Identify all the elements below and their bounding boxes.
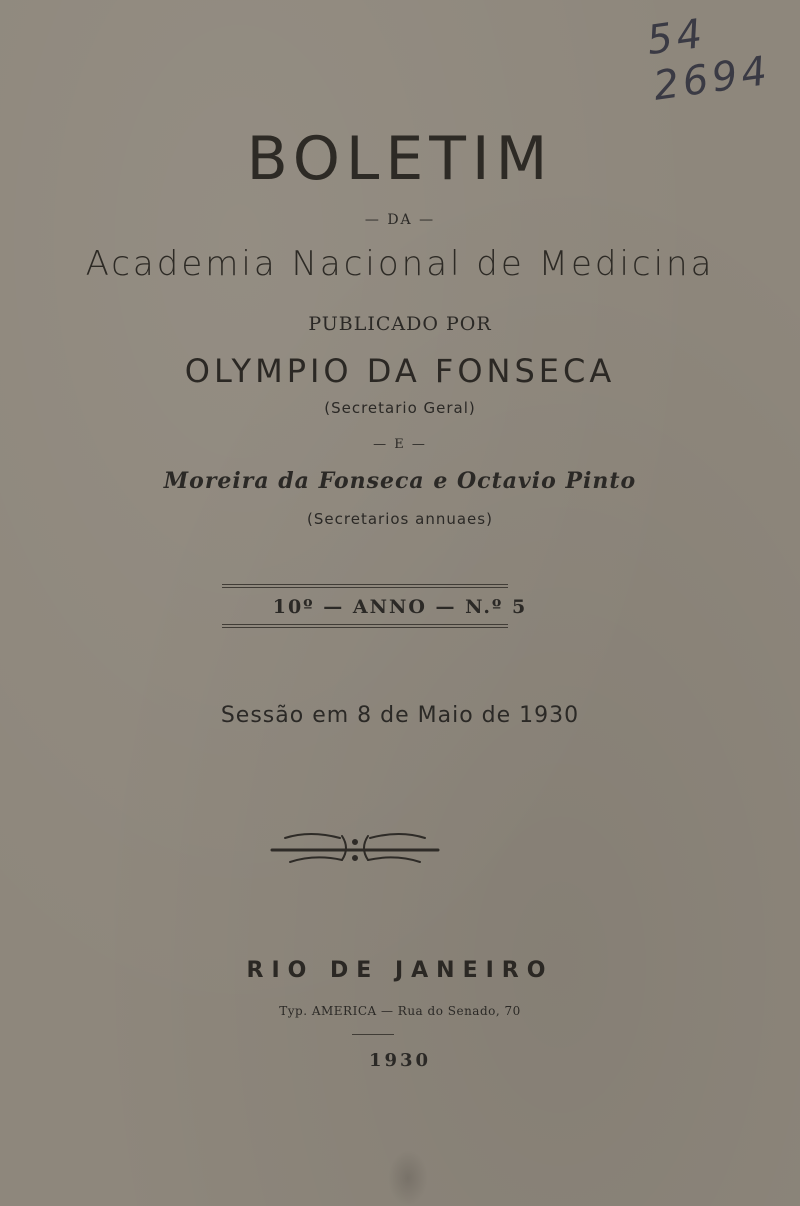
published-by-label: PUBLICADO POR (308, 313, 492, 335)
co-editors-role: (Secretarios annuaes) (307, 510, 493, 528)
editor-role: (Secretario Geral) (324, 399, 476, 417)
paper-stain (388, 1150, 428, 1206)
conjunction-line: — E — (373, 437, 427, 452)
editor-name: OLYMPIO DA FONSECA (184, 352, 616, 390)
bulletin-title: BOLETIM (246, 124, 554, 194)
session-date: Sessão em 8 de Maio de 1930 (220, 703, 580, 728)
printer-line: Typ. AMERICA — Rua do Senado, 70 (279, 1004, 521, 1018)
issue-number: 10º — ANNO — N.º 5 (272, 596, 528, 618)
publication-year: 1930 (368, 1050, 432, 1071)
handwritten-line-2: 2694 (650, 47, 774, 110)
handwritten-note (644, 2, 773, 109)
issue-bottom-rule (222, 624, 508, 630)
short-divider (352, 1034, 394, 1035)
city-name: RIO DE JANEIRO (246, 958, 554, 983)
institution-name: Academia Nacional de Medicina (85, 244, 715, 284)
co-editors: Moreira da Fonseca e Octavio Pinto (163, 468, 637, 494)
issue-top-rule (222, 584, 508, 590)
da-line: — DA — (364, 212, 436, 228)
flourish-ornament-icon (270, 828, 440, 870)
handwritten-line-1: 54 (644, 10, 710, 65)
